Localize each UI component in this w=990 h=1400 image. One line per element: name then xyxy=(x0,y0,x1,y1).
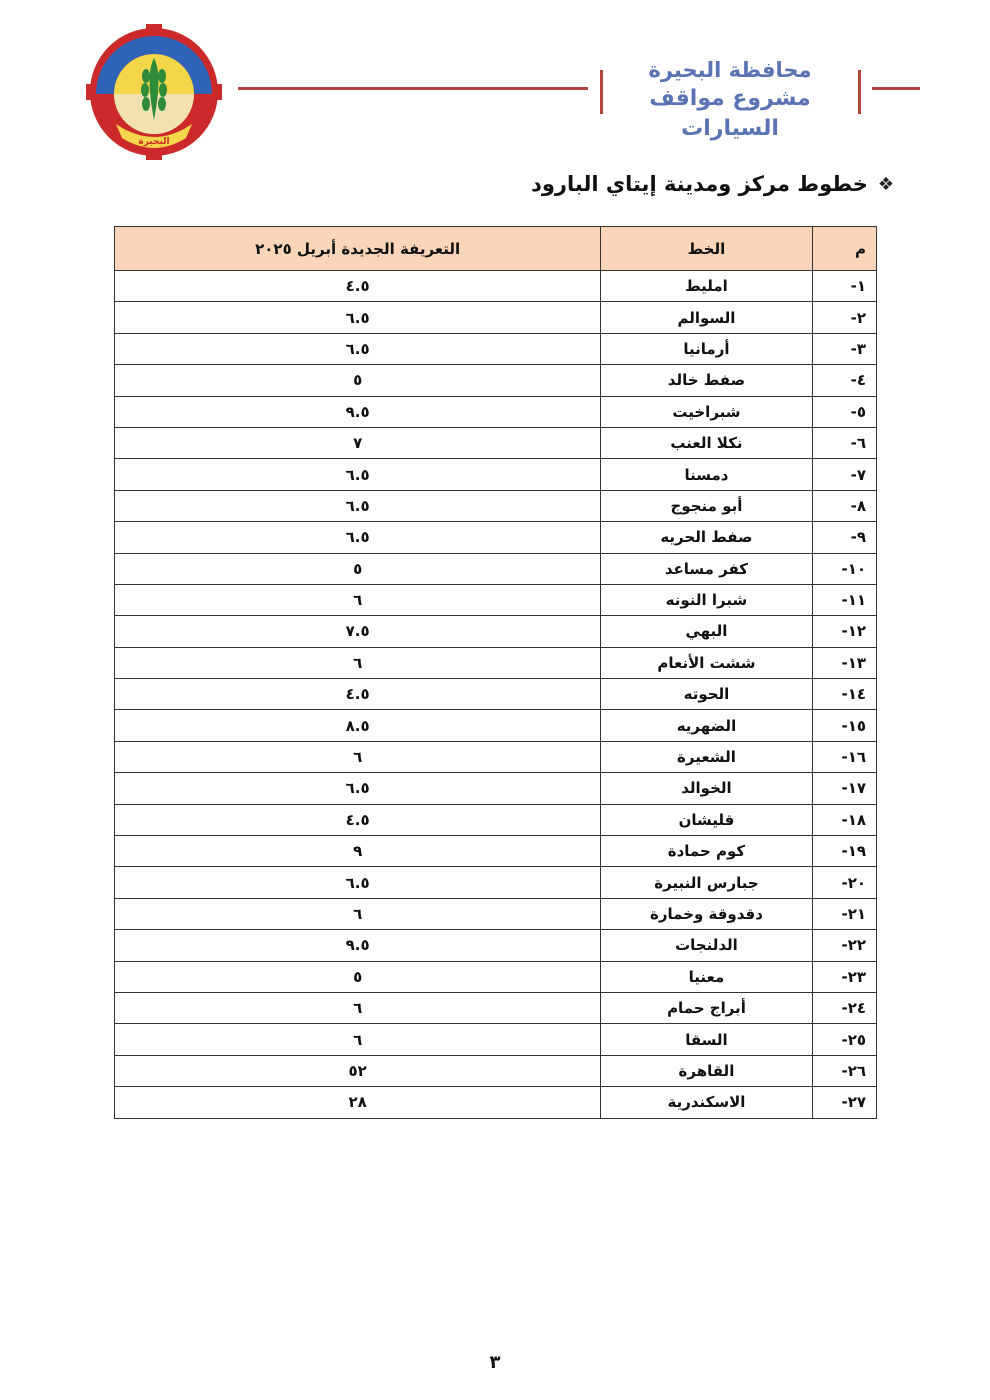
row-number: ٢٧- xyxy=(812,1087,876,1118)
fare-value: ٥ xyxy=(115,961,601,992)
row-number: ٥- xyxy=(812,396,876,427)
table-row xyxy=(115,773,877,804)
line-name: السقا xyxy=(601,1024,812,1055)
line-name: دمسنا xyxy=(601,459,812,490)
table-row xyxy=(115,647,877,678)
table-row xyxy=(115,553,877,584)
row-number: ٢٦- xyxy=(812,1055,876,1086)
table-row xyxy=(115,365,877,396)
line-name: صفط خالد xyxy=(601,365,812,396)
row-number: ١١- xyxy=(812,584,876,615)
line-name: الشعيرة xyxy=(601,741,812,772)
fare-value: ٦.٥ xyxy=(115,490,601,521)
table-row xyxy=(115,271,877,302)
table-row xyxy=(115,584,877,615)
row-number: ١٠- xyxy=(812,553,876,584)
line-name: السوالم xyxy=(601,302,812,333)
row-number: ٧- xyxy=(812,459,876,490)
line-name: نكلا العنب xyxy=(601,427,812,458)
fare-value: ٦.٥ xyxy=(115,459,601,490)
header-divider-left xyxy=(238,87,588,90)
table-row xyxy=(115,302,877,333)
line-name: دقدوقة وخمارة xyxy=(601,898,812,929)
section-title-text: خطوط مركز ومدينة إيتاي البارود xyxy=(531,172,868,196)
table-row xyxy=(115,522,877,553)
fare-value: ٦ xyxy=(115,1024,601,1055)
table-row xyxy=(115,961,877,992)
row-number: ١٨- xyxy=(812,804,876,835)
row-number: ١٧- xyxy=(812,773,876,804)
fare-value: ٩.٥ xyxy=(115,396,601,427)
fare-value: ٢٨ xyxy=(115,1087,601,1118)
table-row xyxy=(115,333,877,364)
fare-value: ٥ xyxy=(115,553,601,584)
line-name: الحوته xyxy=(601,679,812,710)
table-row xyxy=(115,1055,877,1086)
fare-value: ٤.٥ xyxy=(115,679,601,710)
fare-value: ٥٢ xyxy=(115,1055,601,1086)
row-number: ٢٤- xyxy=(812,992,876,1023)
diamond-bullet-icon: ❖ xyxy=(877,173,894,195)
table-row xyxy=(115,741,877,772)
line-name: جبارس النبيرة xyxy=(601,867,812,898)
line-name: الخوالد xyxy=(601,773,812,804)
row-number: ٤- xyxy=(812,365,876,396)
table-row xyxy=(115,992,877,1023)
fare-value: ٦.٥ xyxy=(115,522,601,553)
table-row xyxy=(115,1087,877,1118)
row-number: ٦- xyxy=(812,427,876,458)
table-row xyxy=(115,804,877,835)
organization-name xyxy=(608,56,852,144)
fare-value: ٦.٥ xyxy=(115,773,601,804)
row-number: ١٩- xyxy=(812,836,876,867)
fare-value: ٧.٥ xyxy=(115,616,601,647)
fare-value: ٦.٥ xyxy=(115,333,601,364)
table-row xyxy=(115,490,877,521)
row-number: ٣- xyxy=(812,333,876,364)
row-number: ١٦- xyxy=(812,741,876,772)
logo-text: البحيرة xyxy=(138,137,170,147)
line-name: الدلنجات xyxy=(601,930,812,961)
fare-value: ٩ xyxy=(115,836,601,867)
fare-value: ٦ xyxy=(115,898,601,929)
fare-value: ٤.٥ xyxy=(115,804,601,835)
table-row xyxy=(115,1024,877,1055)
table-row xyxy=(115,679,877,710)
row-number: ١- xyxy=(812,271,876,302)
fare-value: ٧ xyxy=(115,427,601,458)
table-row xyxy=(115,427,877,458)
line-name: الاسكندرية xyxy=(601,1087,812,1118)
fare-value: ٦ xyxy=(115,992,601,1023)
governorate-logo xyxy=(86,24,222,160)
row-number: ٢٣- xyxy=(812,961,876,992)
fare-value: ٦ xyxy=(115,647,601,678)
row-number: ٨- xyxy=(812,490,876,521)
row-number: ٢٠- xyxy=(812,867,876,898)
line-name: امليط xyxy=(601,271,812,302)
table-row xyxy=(115,930,877,961)
line-name: الضهريه xyxy=(601,710,812,741)
table-row xyxy=(115,616,877,647)
line-name: صفط الحريه xyxy=(601,522,812,553)
header-bar-right xyxy=(858,70,861,114)
column-header-fare: التعريفة الجديدة أبريل ٢٠٢٥ xyxy=(115,227,601,271)
fare-value: ٦.٥ xyxy=(115,867,601,898)
line-name: أبراج حمام xyxy=(601,992,812,1023)
line-name: شبرا النونه xyxy=(601,584,812,615)
row-number: ٢٥- xyxy=(812,1024,876,1055)
line-name: كوم حمادة xyxy=(601,836,812,867)
row-number: ١٢- xyxy=(812,616,876,647)
table-body xyxy=(115,271,877,1119)
row-number: ٩- xyxy=(812,522,876,553)
page-header xyxy=(0,20,990,170)
header-bar-left xyxy=(600,70,603,114)
row-number: ١٣- xyxy=(812,647,876,678)
header-divider-right xyxy=(872,87,920,90)
table-header-row xyxy=(115,227,877,271)
fare-value: ٨.٥ xyxy=(115,710,601,741)
fare-value: ٩.٥ xyxy=(115,930,601,961)
fare-value: ٦.٥ xyxy=(115,302,601,333)
section-title xyxy=(531,172,894,196)
line-name: كفر مساعد xyxy=(601,553,812,584)
table-row xyxy=(115,898,877,929)
fare-value: ٥ xyxy=(115,365,601,396)
table-row xyxy=(115,710,877,741)
line-name: معنيا xyxy=(601,961,812,992)
column-header-number: م xyxy=(812,227,876,271)
table-row xyxy=(115,867,877,898)
row-number: ٢- xyxy=(812,302,876,333)
fare-value: ٦ xyxy=(115,584,601,615)
column-header-line: الخط xyxy=(601,227,812,271)
fare-value: ٤.٥ xyxy=(115,271,601,302)
line-name: أرمانيا xyxy=(601,333,812,364)
line-name: قليشان xyxy=(601,804,812,835)
page-number: ٣ xyxy=(489,1352,501,1373)
line-name: البهي xyxy=(601,616,812,647)
row-number: ١٤- xyxy=(812,679,876,710)
row-number: ١٥- xyxy=(812,710,876,741)
table-row xyxy=(115,396,877,427)
row-number: ٢٢- xyxy=(812,930,876,961)
fare-value: ٦ xyxy=(115,741,601,772)
governorate-name: محافظة البحيرة xyxy=(648,58,812,82)
line-name: أبو منجوج xyxy=(601,490,812,521)
line-name: ششت الأنعام xyxy=(601,647,812,678)
project-name: مشروع مواقف السيارات xyxy=(649,86,811,141)
row-number: ٢١- xyxy=(812,898,876,929)
table-row xyxy=(115,459,877,490)
table-row xyxy=(115,836,877,867)
line-name: القاهرة xyxy=(601,1055,812,1086)
line-name: شبراخيت xyxy=(601,396,812,427)
fares-table xyxy=(114,226,877,1119)
